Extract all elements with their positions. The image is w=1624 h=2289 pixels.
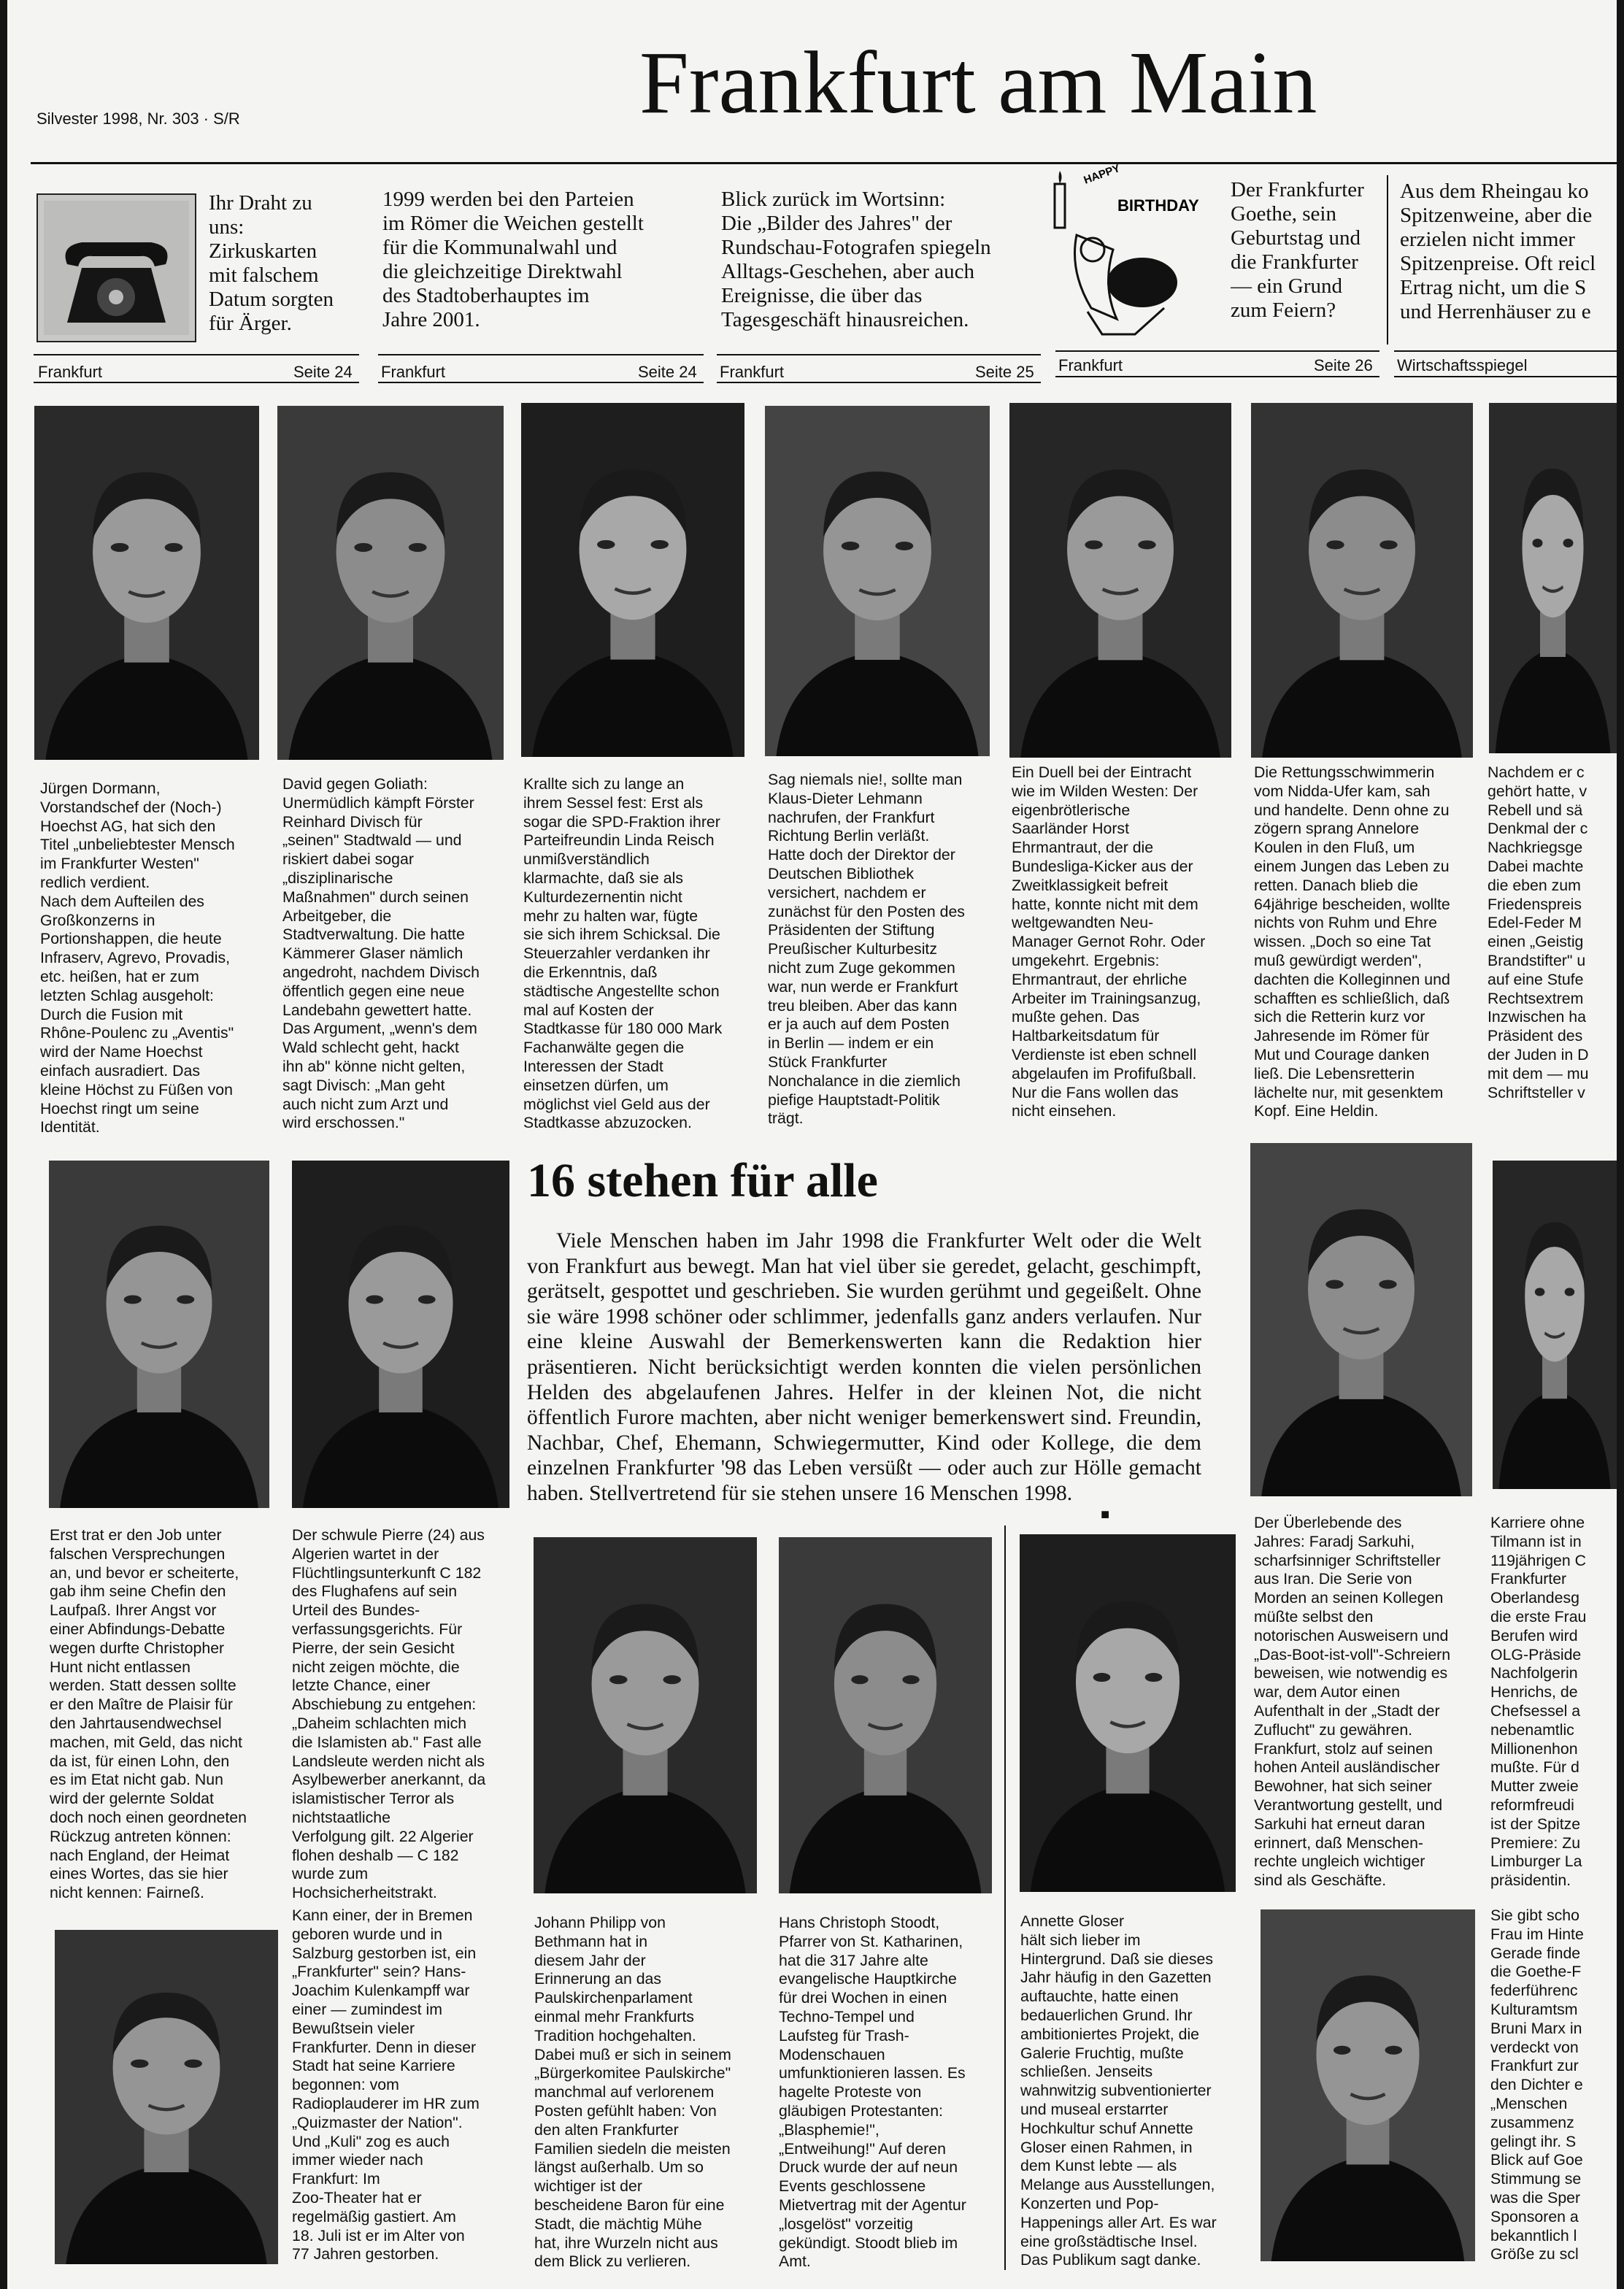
portrait-photo-hunt [49, 1161, 269, 1508]
teaser-label-rule [34, 354, 359, 355]
portrait-photo-bethmann [534, 1537, 757, 1893]
portrait-caption-gloser: Annette Gloser hält sich lieber im Hintergrund. Daß sie dieses Jahr häufig in den Gazetten auftauchte, hatte einen bedauerlichen Grund. Ihr ambitioniertes Projekt, die Galerie Fruchtig, mußte schließen. Jenseits wahnwitzig subventionierter und museal erstarrter Hochkultur schuf Annette Gloser einen Rahmen, in dem Kunst lebte — als Melange aus Ausstellungen, Konzerten und Pop- Happenings aller Art. Es war eine großstädtische Insel. Das Publikum sagt danke. [1020, 1912, 1217, 2269]
portrait-caption-dormann: Jürgen Dormann, Vorstandschef der (Noch-) Hoechst AG, hat sich den Titel „unbeliebtester Mensch im Frankfurter Westen" redlich verdient. Nach dem Aufteilen des Großkonzerns in Portionshappen, die heute Infraserv, Agrevo, Provadis, etc. heißen, hat er zum letzten Schlag ausgeholt: Durch die Fusion mit Rhône-Poulenc zu „Aventis" wird der Name Hoechst einfach ausradiert. Das kleine Höchst zu Füßen von Hoechst ringt um seine Identität. [40, 780, 235, 1136]
newspaper-page [7, 0, 1617, 2289]
teaser-label-rule [378, 354, 704, 355]
portrait-photo-lehmann [765, 406, 990, 756]
portrait-photo-marx [1261, 1909, 1475, 2261]
teaser-4-section: Frankfurt [1058, 356, 1123, 374]
portrait-caption-sarkuhi: Der Überlebende des Jahres: Faradj Sarkuhi, scharfsinniger Schriftsteller aus Iran. Die Serie von Morden an seinen Kollegen müßte selbst den notorischen Ausweisern und „Das-Boot-ist-voll"-Schreiern beweisen, wie notwendig es war, dem Autor einen Aufenthalt in der „Stadt der Zuflucht" zu gewähren. Frankfurt, stolz auf seinen hohen Anteil ausländischer Bewohner, hat sich seiner Verantwortung gestellt, und Sarkuhi hat erneut daran erinnert, daß Menschen- rechte ungleich wichtiger sind als Geschäfte. [1254, 1514, 1451, 1890]
teaser-label-rule [717, 382, 1041, 383]
birthday-word: BIRTHDAY [1117, 196, 1199, 215]
portrait-caption-koulen: Die Rettungsschwimmerin vom Nidda-Ufer kam, sah und handelte. Denn ohne zu zögern sprang Annelore Koulen in den Fluß, um einem Jungen das Leben zu retten. Danach blieb die 64jährige bescheiden, wollte nichts von Ruhm und Ehre wissen. „Doch so eine Tat muß gewürdigt werden", dachten die Kolleginnen und schafften es schließlich, daß sich die Retterin kurz vor Jahresende im Römer für Mut und Courage danken ließ. Die Lebensretterin lächelte nur, mit gesenktem Kopf. Eine Heldin. [1254, 763, 1450, 1120]
portrait-caption-bethmann: Johann Philipp von Bethmann hat in diesem Jahr der Erinnerung an das Paulskirchenparlament einmal mehr Frankfurts Tradition hochgehalten. Dabei muß er sich in seinem „Bürgerkomitee Paulskirche" manchmal auf verlorenem Posten gefühlt haben: Von den alten Frankfurter Familien siedeln die meisten längst außerhalb. Um so wichtiger ist der bescheidene Baron für eine Stadt, die mächtig Mühe hat, ihre Wurzeln nicht aus dem Blick zu verlieren. [534, 1914, 731, 2271]
teaser-2-text: 1999 werden bei den Parteien im Römer die Weichen gestellt für die Kommunalwahl und die gleichzeitige Direktwahl des Stadtoberhauptes im Jahre 2001. [382, 188, 644, 331]
portrait-photo-dormann [34, 406, 259, 760]
happy-word: HAPPY [1082, 162, 1122, 187]
teaser-1-text: Ihr Draht zu uns: Zirkuskarten mit falschem Datum sorgten für Ärger. [209, 191, 334, 335]
portrait-caption-divisch: David gegen Goliath: Unermüdlich kämpft Förster Reinhard Divisch für „seinen" Stadtwald — und riskiert dabei sogar „disziplinarische Maßnahmen" durch seinen Arbeitgeber, die Stadtverwaltung. Die hatte Kämmerer Glaser nämlich angedroht, nachdem Divisch öffentlich gegen eine neue Landebahn gewettert hatte. Das Argument, „wenn's dem Wald schlecht geht, hackt ihn ab" könne nicht gelten, sagt Divisch: „Man geht auch nicht zum Arzt und wird erschossen." [282, 775, 480, 1132]
teaser-2-page: Seite 24 [638, 363, 697, 381]
teaser-label-rule [378, 382, 704, 383]
portrait-caption-partial-right-1: Nachdem er c gehört hatte, v Rebell und sä Denkmal der c Nachkriegsge Dabei machte die eben zum Friedenspreis Edel-Feder M einen „Geistig Brandstifter" u auf eine Stufe Rechtsextrem Inzwischen ha Präsident des der Juden in D mit dem — mu Schriftsteller v [1488, 763, 1589, 1101]
portrait-photo-partial-right-1 [1489, 403, 1617, 753]
teaser-2-section: Frankfurt [381, 363, 446, 381]
column-rule [1004, 1526, 1006, 2270]
teaser-label-rule [34, 382, 359, 383]
dateline: Silvester 1998, Nr. 303 · S/R [36, 109, 240, 128]
portrait-photo-gloser [1020, 1534, 1236, 1892]
teaser-label-rule [717, 354, 1041, 355]
teaser-5-text: Aus dem Rheingau ko Spitzenweine, aber die erzielen nicht immer Spitzenpreise. Oft reicl Ertrag nicht, um die S und Herrenhäuser zu e [1400, 180, 1596, 323]
portrait-photo-ehrmantraut [1009, 403, 1231, 758]
teaser-3-text: Blick zurück im Wortsinn: Die „Bilder des Jahres" der Rundschau-Fotografen spiegeln Alltags-Geschehen, aber auch Ereignisse, die über das Tagesgeschäft hinausreichen. [721, 188, 991, 331]
page-title: Frankfurt am Main [639, 34, 1317, 132]
portrait-caption-reisch: Krallte sich zu lange an ihrem Sessel fest: Erst als sogar die SPD-Fraktion ihrer Parteifreundin Linda Reisch unmißverständlich klarmachte, daß sie als Kulturdezernentin nicht mehr zu halten war, fügte sie sich ihrem Schicksal. Die Steuerzahler verdanken ihr die Erkenntnis, daß städtische Angestellte schon mal auf Kosten der Stadtkasse für 180 000 Mark Fachanwälte gegen die Interessen der Stadt einsetzen dürfen, um möglichst viel Geld aus der Stadtkasse abzuzocken. [523, 775, 723, 1132]
teaser-4-text: Der Frankfurter Goethe, sein Geburtstag und die Frankfurter — ein Grund zum Feiern? [1231, 178, 1364, 322]
teaser-1-section: Frankfurt [38, 363, 103, 381]
teaser-divider-4 [1387, 175, 1388, 345]
teaser-label-rule [1394, 376, 1617, 377]
portrait-photo-pierre [292, 1161, 509, 1508]
feature-intro: Viele Menschen haben im Jahr 1998 die Frankfurter Welt oder die Welt von Frankfurt aus bewegt. Man hat viel über sie geredet, gelacht, geschimpft, gerätselt, gespottet und geschrieben. Sie wurden gerühmt und gegeißelt. Ohne sie wäre 1998 schöner oder schlimmer, jedenfalls ganz anders verlaufen. Nur eine kleine Auswahl der Bemerkenswerten kann die Redaktion hier präsentieren. Nicht berücksichtigt werden konnten die vielen persönlichen Helden des abgelaufenen Jahres. Helfer in der kleinen Not, die nicht öffentlich Furore machten, aber nicht weniger bemerkenswert sind. Freundin, Nachbar, Chef, Ehemann, Schwiegermutter, Kind oder Kollege, die dem einzelnen Frankfurter '98 das Leben versüßt — oder auch zur Hölle gemacht haben. Stellvertretend für sie stehen unsere 16 Menschen 1998. [527, 1229, 1201, 1505]
portrait-photo-reisch [521, 403, 744, 757]
portrait-photo-stoodt [779, 1537, 992, 1893]
feature-headline: 16 stehen für alle [527, 1154, 878, 1207]
teaser-5-section: Wirtschaftsspiegel [1397, 356, 1528, 374]
portrait-photo-kulenkampff [55, 1930, 278, 2264]
end-mark: ■ [1101, 1507, 1110, 1523]
portrait-caption-hunt: Erst trat er den Job unter falschen Versprechungen an, und bevor er scheiterte, gab ihm seine Chefin den Laufpaß. Ihrer Angst vor einer Abfindungs-Debatte wegen durfte Christopher Hunt nicht entlassen werden. Statt dessen sollte er den Maître de Plaisir für den Jahrtausendwechsel machen, mit Geld, das nicht da ist, für einen Lohn, den es im Etat nicht gab. Nun wird der gelernte Soldat doch noch einen geordneten Rückzug antreten können: nach England, der Heimat eines Wortes, das sie hier nicht kennen: Fairneß. [50, 1526, 247, 1902]
portrait-caption-kulenkampff: Kann einer, der in Bremen geboren wurde und in Salzburg gestorben ist, ein „Frankfurter" sein? Hans- Joachim Kulenkampff war einer — zumindest im Bewußtsein vieler Frankfurter. Denn in dieser Stadt hat seine Karriere begonnen: vom Radioplauderer im HR zum „Quizmaster der Nation". Und „Kuli" zog es auch immer wieder nach Frankfurt: Im Zoo-Theater hat er regelmäßig gastiert. Am 18. Juli ist er im Alter von 77 Jahren gestorben. [292, 1907, 480, 2263]
portrait-caption-stoodt: Hans Christoph Stoodt, Pfarrer von St. Katharinen, hat die 317 Jahre alte evangelische Hauptkirche für drei Wochen in einen Techno-Tempel und Laufsteg für Trash- Modenschauen umfunktionieren lassen. Es hagelte Proteste von gläubigen Protestanten: „Blasphemie!", „Entweihung!" Auf deren Druck wurde der auf neun Events geschlossene Mietvertrag mit der Agentur „losgelöst" vorzeitig gekündigt. Stoodt blieb im Amt. [779, 1914, 966, 2271]
teaser-label-rule [1394, 350, 1617, 352]
portrait-photo-sarkuhi [1250, 1143, 1472, 1496]
portrait-caption-partial-right-3: Sie gibt scho Frau im Hinte Gerade finde die Goethe-F federführenc Kulturamtsm Bruni Marx in verdeckt von Frankfurt zur den Dichter e „Menschen zusammenz gelingt ihr. S Blick auf Goe Stimmung se was die Sper Sponsoren a bekanntlich l Größe zu scl [1490, 1907, 1584, 2263]
teaser-4-page: Seite 26 [1314, 356, 1373, 374]
teaser-3-page: Seite 25 [975, 363, 1034, 381]
portrait-photo-partial-right-2 [1493, 1161, 1617, 1489]
portrait-caption-ehrmantraut: Ein Duell bei der Eintracht wie im Wilden Westen: Der eigenbrötlerische Saarländer Horst Ehrmantraut, der die Bundesliga-Kicker aus der Zweitklassigkeit befreit hatte, konnte nicht mit dem weltgewandten Neu- Manager Gernot Rohr. Oder umgekehrt. Ergebnis: Ehrmantraut, der ehrliche Arbeiter im Trainingsanzug, mußte gehen. Das Haltbarkeitsdatum für Verdienste ist eben schnell abgelaufen im Profifußball. Nur die Fans wollen das nicht einsehen. [1012, 763, 1206, 1120]
teaser-1-page: Seite 24 [293, 363, 353, 381]
masthead-rule [31, 162, 1617, 164]
telephone-illustration [36, 193, 196, 342]
portrait-photo-divisch [277, 406, 504, 760]
portrait-caption-lehmann: Sag niemals nie!, sollte man Klaus-Dieter Lehmann nachrufen, der Frankfurt Richtung Berlin verläßt. Hatte doch der Direktor der Deutschen Bibliothek versichert, nachdem er zunächst für den Posten des Präsidenten der Stiftung Preußischer Kulturbesitz nicht zum Zuge gekommen war, nun werde er Frankfurt treu bleiben. Aber das kann er ja auch auf dem Posten in Berlin — indem er ein Stück Frankfurter Nonchalance in die ziemlich piefige Hauptstadt-Politik trägt. [768, 771, 965, 1128]
portrait-photo-koulen [1251, 403, 1473, 758]
teaser-label-rule [1055, 376, 1379, 377]
portrait-caption-pierre: Der schwule Pierre (24) aus Algerien wartet in der Flüchtlingsunterkunft C 182 des Flughafens auf sein Urteil des Bundes- verfassungsgerichts. Für Pierre, der sein Gesicht nicht zeigen möchte, die letzte Chance, einer Abschiebung zu entgehen: „Daheim schlachten mich die Islamisten ab." Fast alle Landsleute werden nicht als Asylbewerber anerkannt, da islamistischer Terror als nichtstaatliche Verfolgung gilt. 22 Algerier flohen deshalb — C 182 wurde zum Hochsicherheitstrakt. [292, 1526, 486, 1902]
portrait-caption-partial-right-2: Karriere ohne Tilmann ist in 119jährigen C Frankfurter Oberlandesg die erste Frau Berufen wird OLG-Präside Nachfolgerin Henrichs, de Chefsessel a nebenamtlic Millionenhon mußte. Für d Mutter zweie reformfreudi ist der Spitze Premiere: Zu Limburger La präsidentin. [1490, 1514, 1587, 1890]
teaser-label-rule [1055, 350, 1379, 352]
birthday-cartoon [1047, 162, 1217, 337]
teaser-3-section: Frankfurt [720, 363, 785, 381]
